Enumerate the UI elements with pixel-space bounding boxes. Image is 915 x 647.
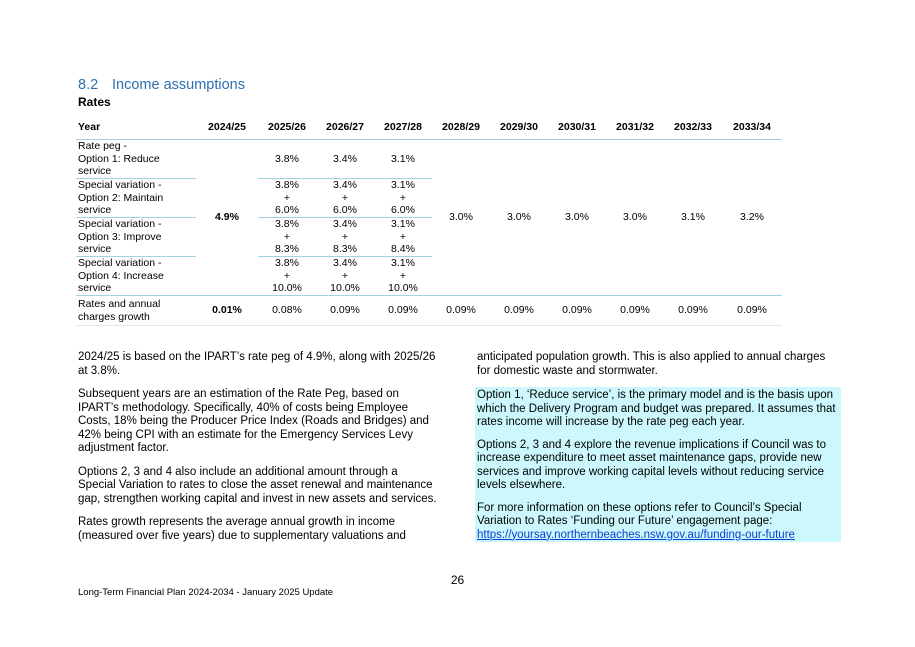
table-cell: 3.1% + 10.0% [374,257,432,296]
section-number: 8.2 [78,77,99,93]
table-cell: 3.4% [316,140,374,179]
row-label: Rates and annual charges growth [76,296,196,326]
header-year: Year [76,114,196,140]
paragraph: anticipated population growth. This is also applied to annual charges for domestic waste and stormwater. [477,351,826,377]
body-right-top [477,351,839,388]
merged-2029-30: 3.0% [490,140,548,296]
table-row-growth [76,296,782,326]
page-number: 26 [450,573,465,587]
table-cell: 3.8% + 8.3% [258,218,316,257]
table-cell: 3.8% + 6.0% [258,179,316,218]
merged-2030-31: 3.0% [548,140,606,296]
table-cell: 0.09% [722,296,782,326]
section-title: Income assumptions [112,77,245,93]
paragraph: 2024/25 is based on the IPART’s rate peg of 4.9%, along with 2025/26 at 3.8%. [78,351,436,377]
merged-2032-33: 3.1% [664,140,722,296]
subheading-rates: Rates [78,95,111,109]
table-row [76,140,782,179]
table-cell: 3.1% + 8.4% [374,218,432,257]
row-label: Special variation - Option 2: Maintain service [76,179,196,218]
callout-paragraph: Options 2, 3 and 4 explore the revenue implications if Council was to increase expenditure to meet asset maintenance gaps, provide new services and improve working capital levels without reducing service levels elsewhere. [477,438,827,491]
table-cell: 0.01% [196,296,258,326]
rates-table [76,114,782,326]
table-cell: 3.1% + 6.0% [374,179,432,218]
table-header-row [76,114,782,140]
table-cell: 3.4% + 10.0% [316,257,374,296]
table-cell: 3.8% [258,140,316,179]
callout-text: For more information on these options refer to Council’s Special Variation to Rates ‘Funding our Future’ engagement page: [477,501,802,527]
merged-2031-32: 3.0% [606,140,664,296]
table-cell: 0.09% [606,296,664,326]
header-2027-28: 2027/28 [374,114,432,140]
table-cell: 3.4% + 8.3% [316,218,374,257]
paragraph: Rates growth represents the average annual growth in income (measured over five years) due to supplementary valuations and [78,516,406,542]
paragraph: Options 2, 3 and 4 also include an additional amount through a Special Variation to rates to close the asset renewal and maintenance gap, strengthen working capital and invest in new assets and services. [78,465,437,505]
header-2024-25: 2024/25 [196,114,258,140]
callout-paragraph [477,502,839,543]
section-heading [78,77,245,93]
merged-2033-34: 3.2% [722,140,782,296]
table-cell: 0.09% [664,296,722,326]
table-cell: 3.1% [374,140,432,179]
header-2033-34: 2033/34 [722,114,782,140]
table-cell: 0.08% [258,296,316,326]
table-cell: 0.09% [490,296,548,326]
header-2025-26: 2025/26 [258,114,316,140]
table-cell: 0.09% [432,296,490,326]
table-cell: 3.4% + 6.0% [316,179,374,218]
merged-2024-25: 4.9% [196,140,258,296]
header-2032-33: 2032/33 [664,114,722,140]
merged-2028-29: 3.0% [432,140,490,296]
table-cell: 0.09% [548,296,606,326]
funding-our-future-link[interactable]: https://yoursay.northernbeaches.nsw.gov.au/funding-our-future [477,528,795,541]
table-cell: 3.8% + 10.0% [258,257,316,296]
row-label: Special variation - Option 4: Increase service [76,257,196,296]
row-label: Rate peg - Option 1: Reduce service [76,140,196,179]
callout-paragraph: Option 1, ‘Reduce service’, is the primary model and is the basis upon which the Delivery Program and budget was prepared. It assumes that rates income will increase by the rate peg each year. [477,389,836,428]
header-2029-30: 2029/30 [490,114,548,140]
callout-box [475,387,841,542]
table-cell: 0.09% [374,296,432,326]
header-2026-27: 2026/27 [316,114,374,140]
header-2031-32: 2031/32 [606,114,664,140]
body-left-column [78,351,438,553]
page-footer: Long-Term Financial Plan 2024-2034 - January 2025 Update [78,587,334,598]
table-cell: 0.09% [316,296,374,326]
header-2030-31: 2030/31 [548,114,606,140]
row-label: Special variation - Option 3: Improve service [76,218,196,257]
paragraph: Subsequent years are an estimation of the Rate Peg, based on IPART’s methodology. Specifically, 40% of costs being Employee Costs, 18% being the Producer Price Index (Roads and Bridges) and 42% being CPI with an estimate for the Emergency Services Levy adjustment factor. [78,388,429,454]
header-2028-29: 2028/29 [432,114,490,140]
